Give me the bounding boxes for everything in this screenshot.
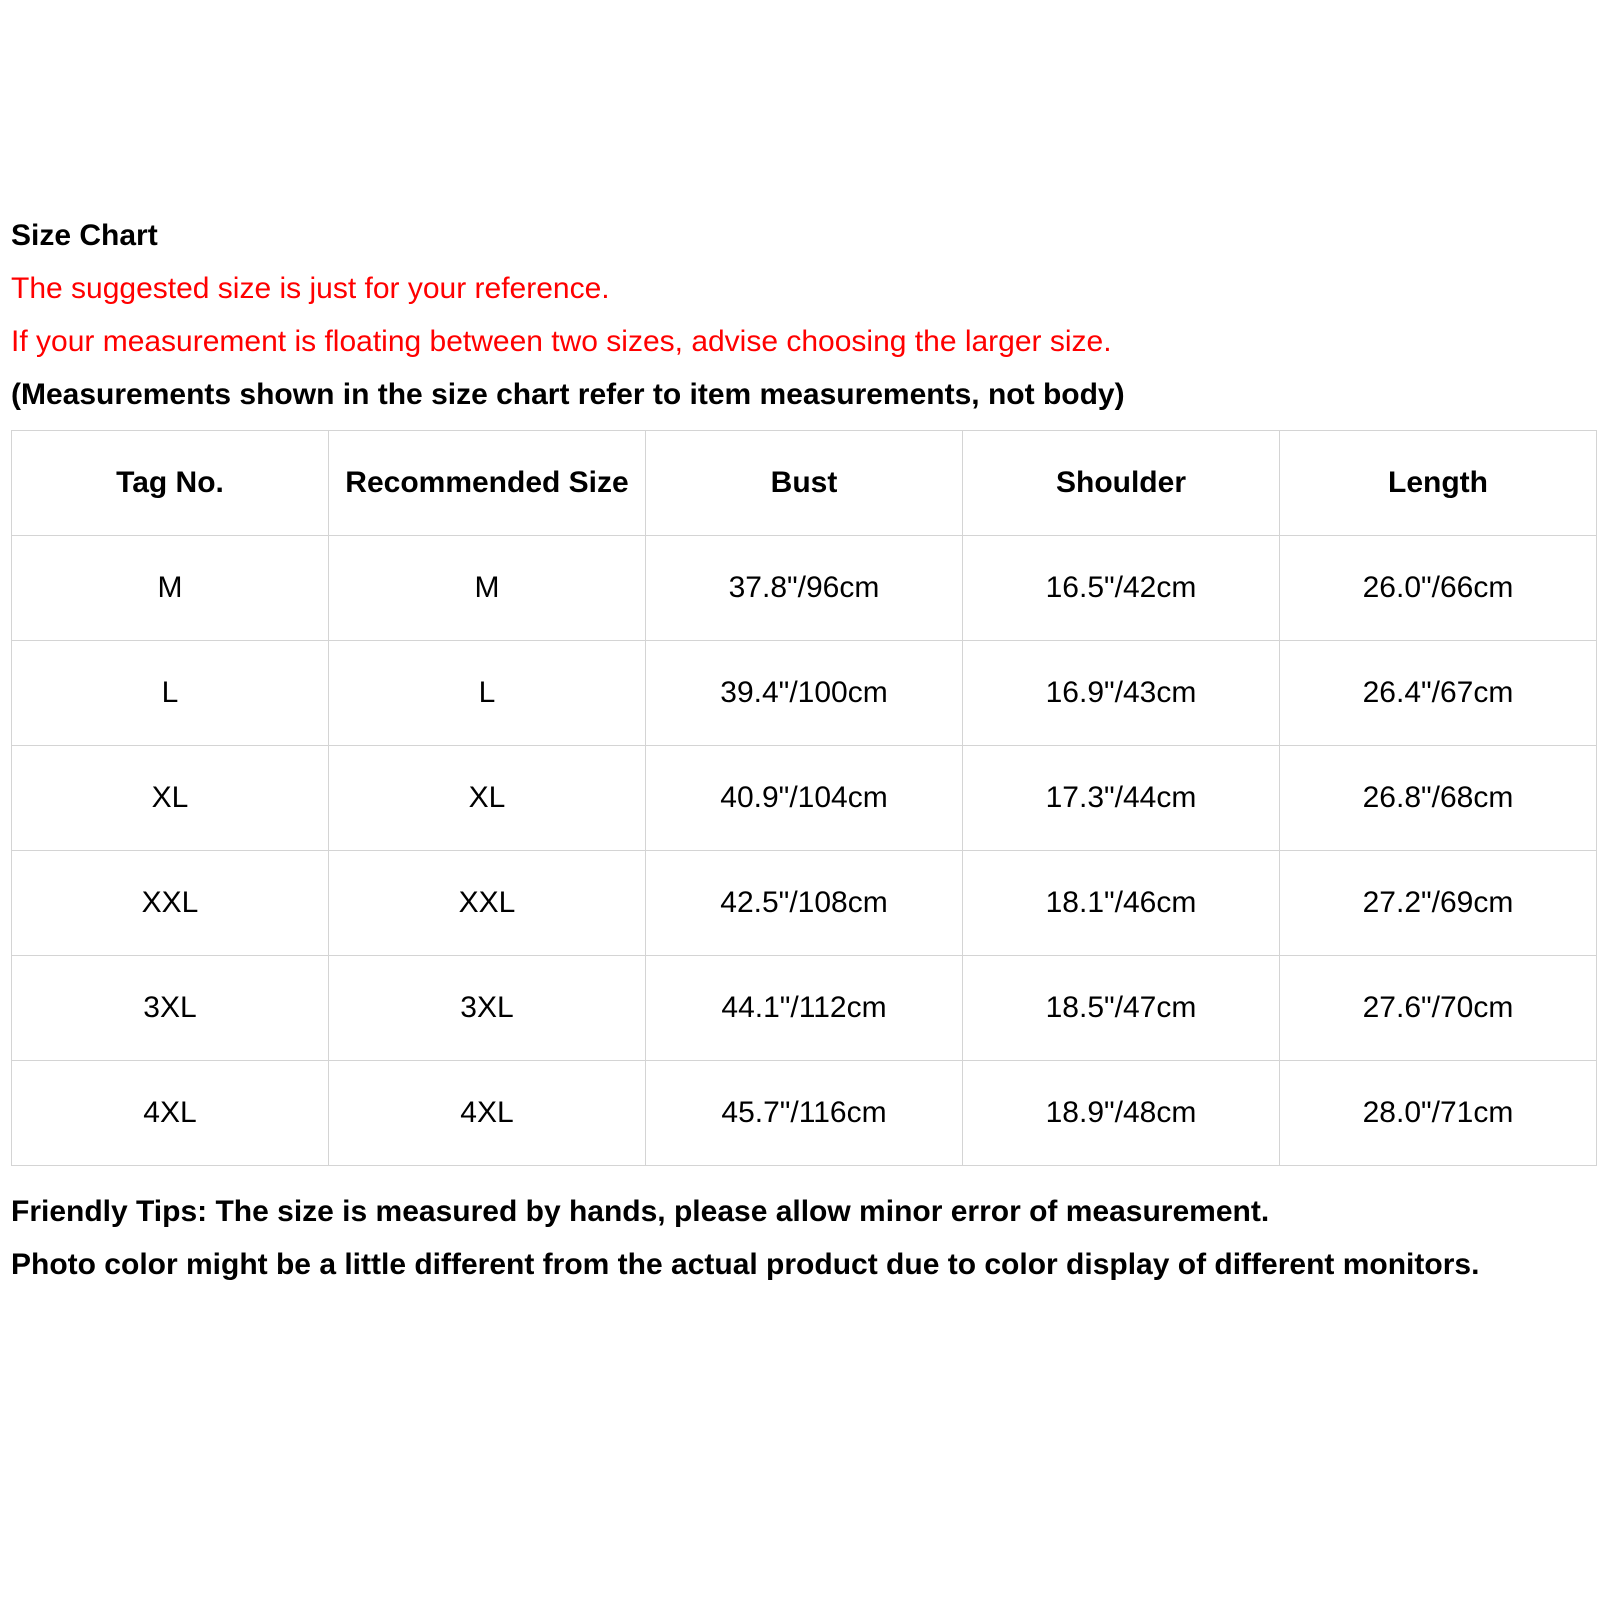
tips-measurement-line: Friendly Tips: The size is measured by hands, please allow minor error of measurement. bbox=[11, 1195, 1270, 1228]
header-shoulder: Shoulder bbox=[963, 431, 1280, 536]
cell-length: 26.4"/67cm bbox=[1280, 641, 1597, 746]
cell-length: 26.0"/66cm bbox=[1280, 536, 1597, 641]
friendly-tips bbox=[11, 1194, 1597, 1283]
cell-tag-no: L bbox=[12, 641, 329, 746]
reference-note: The suggested size is just for your reference. bbox=[11, 272, 610, 305]
header-length: Length bbox=[1280, 431, 1597, 536]
cell-length: 27.6"/70cm bbox=[1280, 956, 1597, 1061]
tips-color-line: Photo color might be a little different from the actual product due to color display of different monitors. bbox=[11, 1248, 1480, 1281]
cell-length: 27.2"/69cm bbox=[1280, 851, 1597, 956]
cell-tag-no: 4XL bbox=[12, 1061, 329, 1166]
cell-bust: 37.8"/96cm bbox=[646, 536, 963, 641]
cell-tag-no: XXL bbox=[12, 851, 329, 956]
cell-shoulder: 18.1"/46cm bbox=[963, 851, 1280, 956]
header-bust: Bust bbox=[646, 431, 963, 536]
cell-shoulder: 16.9"/43cm bbox=[963, 641, 1280, 746]
table-row bbox=[12, 536, 1597, 641]
cell-tag-no: 3XL bbox=[12, 956, 329, 1061]
table-header-row bbox=[12, 431, 1597, 536]
cell-recommended-size: M bbox=[329, 536, 646, 641]
header-recommended-size: Recommended Size bbox=[329, 431, 646, 536]
cell-recommended-size: 3XL bbox=[329, 956, 646, 1061]
cell-recommended-size: XL bbox=[329, 746, 646, 851]
cell-length: 28.0"/71cm bbox=[1280, 1061, 1597, 1166]
cell-bust: 39.4"/100cm bbox=[646, 641, 963, 746]
cell-shoulder: 17.3"/44cm bbox=[963, 746, 1280, 851]
measurement-note: (Measurements shown in the size chart refer to item measurements, not body) bbox=[11, 378, 1125, 411]
table-row bbox=[12, 746, 1597, 851]
size-table bbox=[11, 430, 1597, 1166]
cell-tag-no: M bbox=[12, 536, 329, 641]
cell-recommended-size: L bbox=[329, 641, 646, 746]
larger-size-note: If your measurement is floating between two sizes, advise choosing the larger size. bbox=[11, 325, 1112, 358]
table-row bbox=[12, 851, 1597, 956]
page-title: Size Chart bbox=[11, 219, 158, 252]
cell-bust: 42.5"/108cm bbox=[646, 851, 963, 956]
cell-bust: 45.7"/116cm bbox=[646, 1061, 963, 1166]
header-tag-no: Tag No. bbox=[12, 431, 329, 536]
cell-bust: 44.1"/112cm bbox=[646, 956, 963, 1061]
cell-tag-no: XL bbox=[12, 746, 329, 851]
cell-recommended-size: 4XL bbox=[329, 1061, 646, 1166]
table-row bbox=[12, 1061, 1597, 1166]
cell-recommended-size: XXL bbox=[329, 851, 646, 956]
cell-shoulder: 18.9"/48cm bbox=[963, 1061, 1280, 1166]
cell-shoulder: 16.5"/42cm bbox=[963, 536, 1280, 641]
cell-shoulder: 18.5"/47cm bbox=[963, 956, 1280, 1061]
table-row bbox=[12, 956, 1597, 1061]
cell-bust: 40.9"/104cm bbox=[646, 746, 963, 851]
size-chart-sheet bbox=[11, 218, 1597, 1283]
table-row bbox=[12, 641, 1597, 746]
cell-length: 26.8"/68cm bbox=[1280, 746, 1597, 851]
